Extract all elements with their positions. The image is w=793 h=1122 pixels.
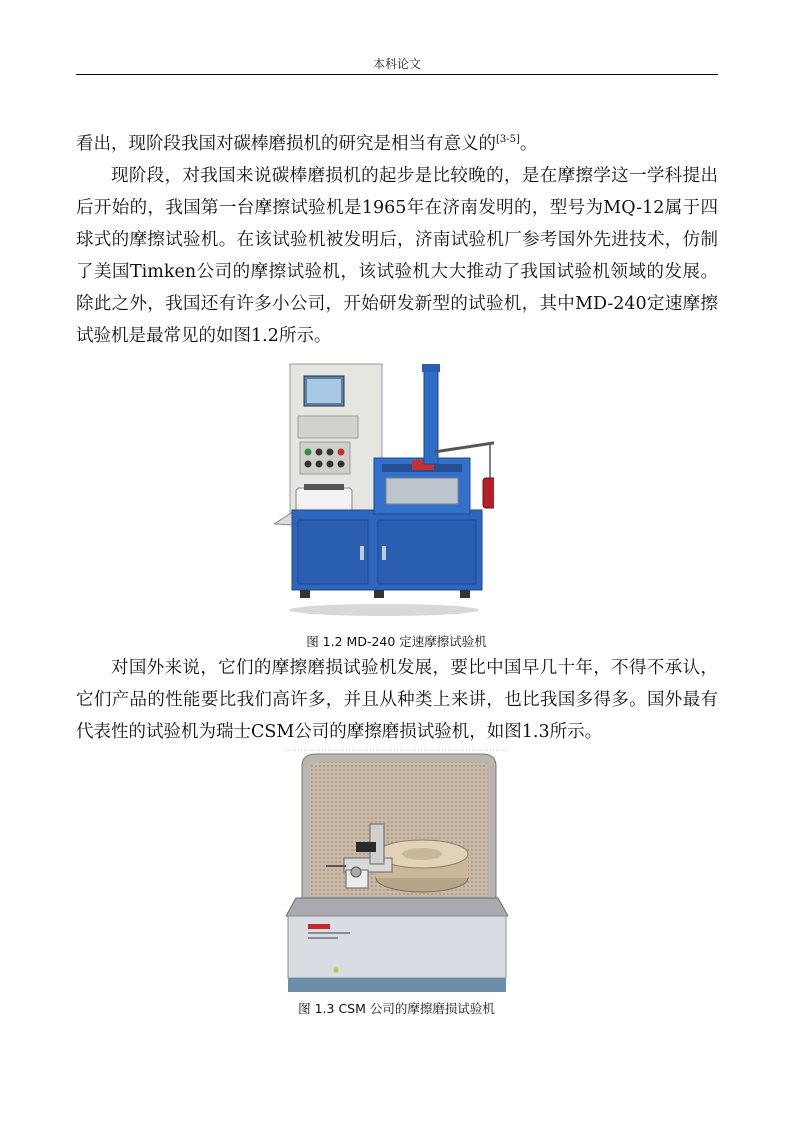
- paragraph-1: [76, 128, 718, 160]
- figure-csm-image: [286, 748, 508, 992]
- paragraph-3: 对国外来说，它们的摩擦磨损试验机发展，要比中国早几十年，不得不承认，它们产品的性能要比我们高许多，并且从种类上来讲，也比我国多得多。国外最有代表性的试验机为瑞士CSM公司的摩擦磨损试验机，如图1.3所示。: [76, 658, 718, 742]
- citation: [3-5]: [496, 134, 520, 146]
- paragraph-1-end: 。: [519, 134, 538, 154]
- paragraph-2: 现阶段，对我国来说碳棒磨损机的起步是比较晚的，是在摩擦学这一学科提出后开始的，我国第一台摩擦试验机是1965年在济南发明的，型号为MQ-12属于四球式的摩擦试验机。在该试验机被发明后，济南试验机厂参考国外先进技术，仿制了美国Timken公司的摩擦试验机，该试验机大大推动了我国试验机领域的发展。除此之外，我国还有许多小公司，开始研发新型的试验机，其中MD-240定速摩擦试验机是最常见的如图1.2所示。: [76, 166, 718, 346]
- figure-md240-image: [274, 360, 494, 622]
- figure-1-2-caption: 图 1.2 MD-240 定速摩擦试验机: [306, 634, 487, 649]
- running-header: 本科论文: [372, 57, 421, 71]
- header-rule: [76, 74, 718, 75]
- paragraph-1-text: 看出，现阶段我国对碳棒磨损机的研究是相当有意义的: [76, 134, 496, 154]
- figure-1-3-caption: 图 1.3 CSM 公司的摩擦磨损试验机: [298, 1001, 495, 1016]
